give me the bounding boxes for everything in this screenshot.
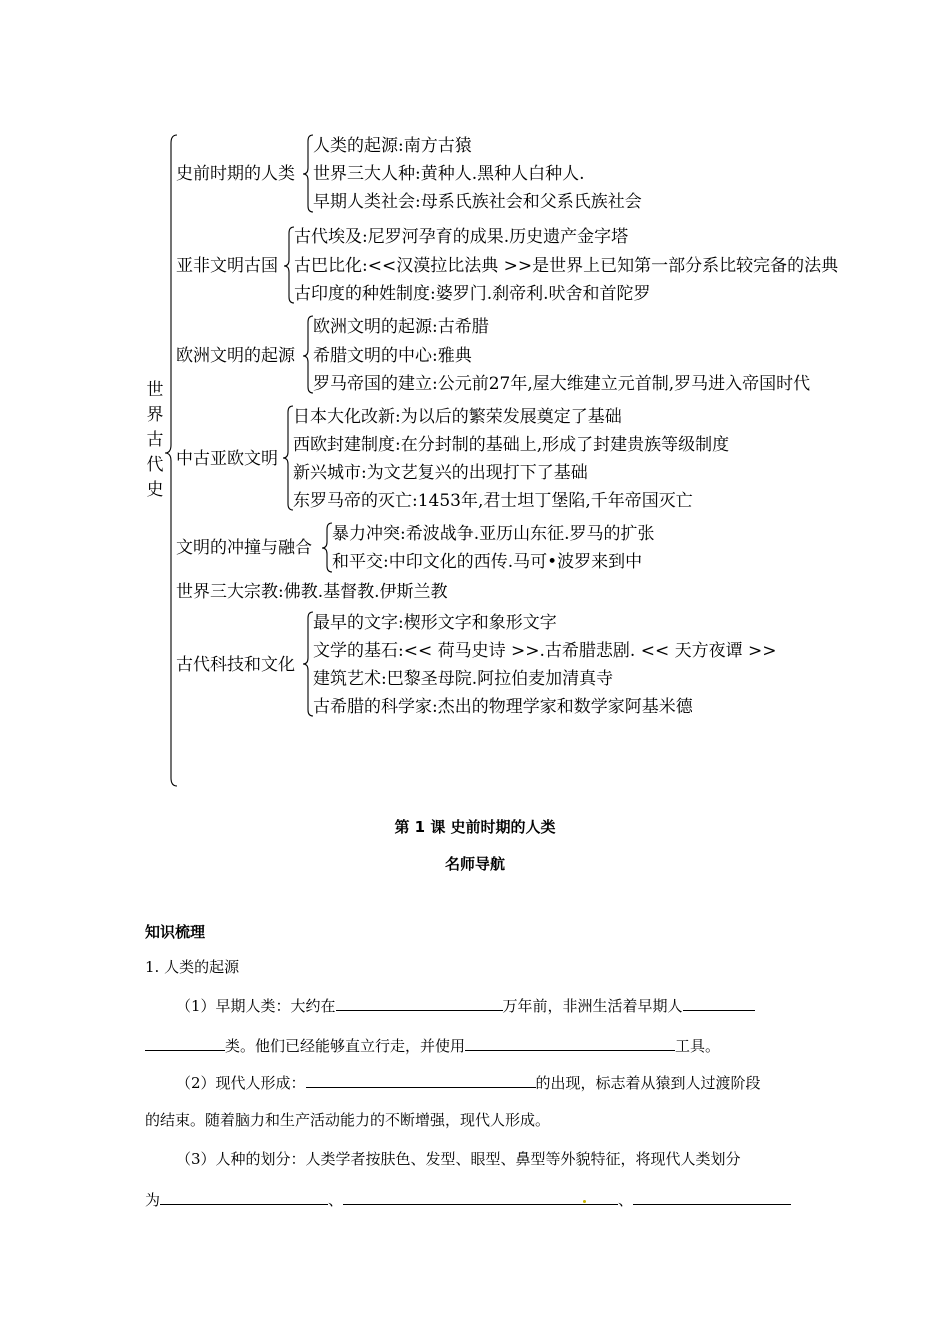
blank-field[interactable] <box>145 1035 225 1051</box>
branch-item: 暴力冲突:希波战争.亚历山东征.罗马的扩张 <box>332 524 655 544</box>
branch-item: 和平交:中印文化的西传.马可•波罗来到中 <box>332 552 643 572</box>
mindmap-root: 世界古代史 <box>146 380 164 500</box>
text-segment: 万年前，非洲生活着早期人 <box>502 997 683 1015</box>
brace-branch-2 <box>284 227 294 303</box>
branch-label-asia-africa: 亚非文明古国 <box>176 256 278 276</box>
paragraph-2-line-2: 的结束。随着脑力和生产活动能力的不断增强，现代人形成。 <box>145 1111 551 1129</box>
blank-field[interactable] <box>683 995 755 1011</box>
brace-branch-4 <box>283 406 293 510</box>
branch-label-religions: 世界三大宗教:佛教.基督教.伊斯兰教 <box>176 582 448 602</box>
blank-field[interactable] <box>465 1035 675 1051</box>
brace-branch-7 <box>303 612 313 716</box>
point-title: 1. 人类的起源 <box>145 958 240 976</box>
lesson-subtitle: 名师导航 <box>444 855 505 873</box>
branch-item: 人类的起源:南方古猿 <box>313 136 472 156</box>
branch-item: 罗马帝国的建立:公元前27年,屋大维建立元首制,罗马进入帝国时代 <box>313 374 811 394</box>
text-segment: 为 <box>145 1191 161 1209</box>
paragraph-3-line-2 <box>145 1189 791 1210</box>
paragraph-1-line-1 <box>176 995 755 1016</box>
blank-field[interactable] <box>343 1189 618 1205</box>
branch-item: 希腊文明的中心:雅典 <box>313 346 472 366</box>
branch-item: 东罗马帝的灭亡:1453年,君士坦丁堡陷,千年帝国灭亡 <box>293 491 693 511</box>
branch-item: 古代埃及:尼罗河孕育的成果.历史遗产金字塔 <box>294 227 629 247</box>
text-segment: 类。他们已经能够直立行走，并使用 <box>225 1037 466 1055</box>
branch-item: 新兴城市:为文艺复兴的出现打下了基础 <box>293 463 588 483</box>
text-segment: 的出现，标志着从猿到人过渡阶段 <box>535 1074 761 1092</box>
text-segment: （2）现代人形成： <box>176 1074 306 1092</box>
branch-item: 西欧封建制度:在分封制的基础上,形成了封建贵族等级制度 <box>293 435 730 455</box>
branch-label-medieval: 中古亚欧文明 <box>176 449 278 469</box>
branch-label-europe-origin: 欧洲文明的起源 <box>176 346 295 366</box>
blank-field[interactable] <box>336 995 503 1011</box>
brace-branch-3 <box>303 316 313 393</box>
paragraph-2-line-1 <box>176 1072 761 1093</box>
blank-field[interactable] <box>306 1072 536 1088</box>
branch-item: 最早的文字:楔形文字和象形文字 <box>313 613 557 633</box>
section-heading: 知识梳理 <box>145 923 206 941</box>
brace-branch-1 <box>303 135 313 212</box>
text-segment: （1）早期人类：大约在 <box>176 997 336 1015</box>
text-segment: 、 <box>328 1191 344 1209</box>
branch-item: 世界三大人种:黄种人.黑种人白种人. <box>313 164 585 184</box>
branch-label-science-culture: 古代科技和文化 <box>176 655 295 675</box>
branch-item: 早期人类社会:母系氏族社会和父系氏族社会 <box>313 192 642 212</box>
branch-item: 古希腊的科学家:杰出的物理学家和数学家阿基米德 <box>313 697 693 717</box>
branch-item: 古印度的种姓制度:婆罗门.刹帝利.吠舍和首陀罗 <box>294 284 651 304</box>
text-segment: 工具。 <box>675 1037 721 1055</box>
branch-label-prehistoric: 史前时期的人类 <box>176 164 295 184</box>
lesson-title: 第 1 课 史前时期的人类 <box>394 818 556 836</box>
branch-item: 古巴比化:<<汉漠拉比法典 >>是世界上已知第一部分系比较完备的法典 <box>294 256 839 276</box>
branch-item: 文学的基石:<< 荷马史诗 >>.古希腊悲剧. << 天方夜谭 >> <box>313 641 777 661</box>
artifact-dot <box>583 1200 586 1203</box>
blank-field[interactable] <box>633 1189 791 1205</box>
branch-item: 日本大化改新:为以后的繁荣发展奠定了基础 <box>293 407 622 427</box>
branch-item: 欧洲文明的起源:古希腊 <box>313 317 489 337</box>
brace-branch-5 <box>322 523 332 572</box>
branch-item: 建筑艺术:巴黎圣母院.阿拉伯麦加清真寺 <box>313 669 614 689</box>
text-segment: 、 <box>618 1191 634 1209</box>
blank-field[interactable] <box>160 1189 328 1205</box>
paragraph-1-line-2 <box>145 1035 720 1056</box>
paragraph-3-line-1: （3）人种的划分：人类学者按肤色、发型、眼型、鼻型等外貌特征，将现代人类划分 <box>176 1150 741 1168</box>
branch-label-clash: 文明的冲撞与融合 <box>176 538 312 558</box>
